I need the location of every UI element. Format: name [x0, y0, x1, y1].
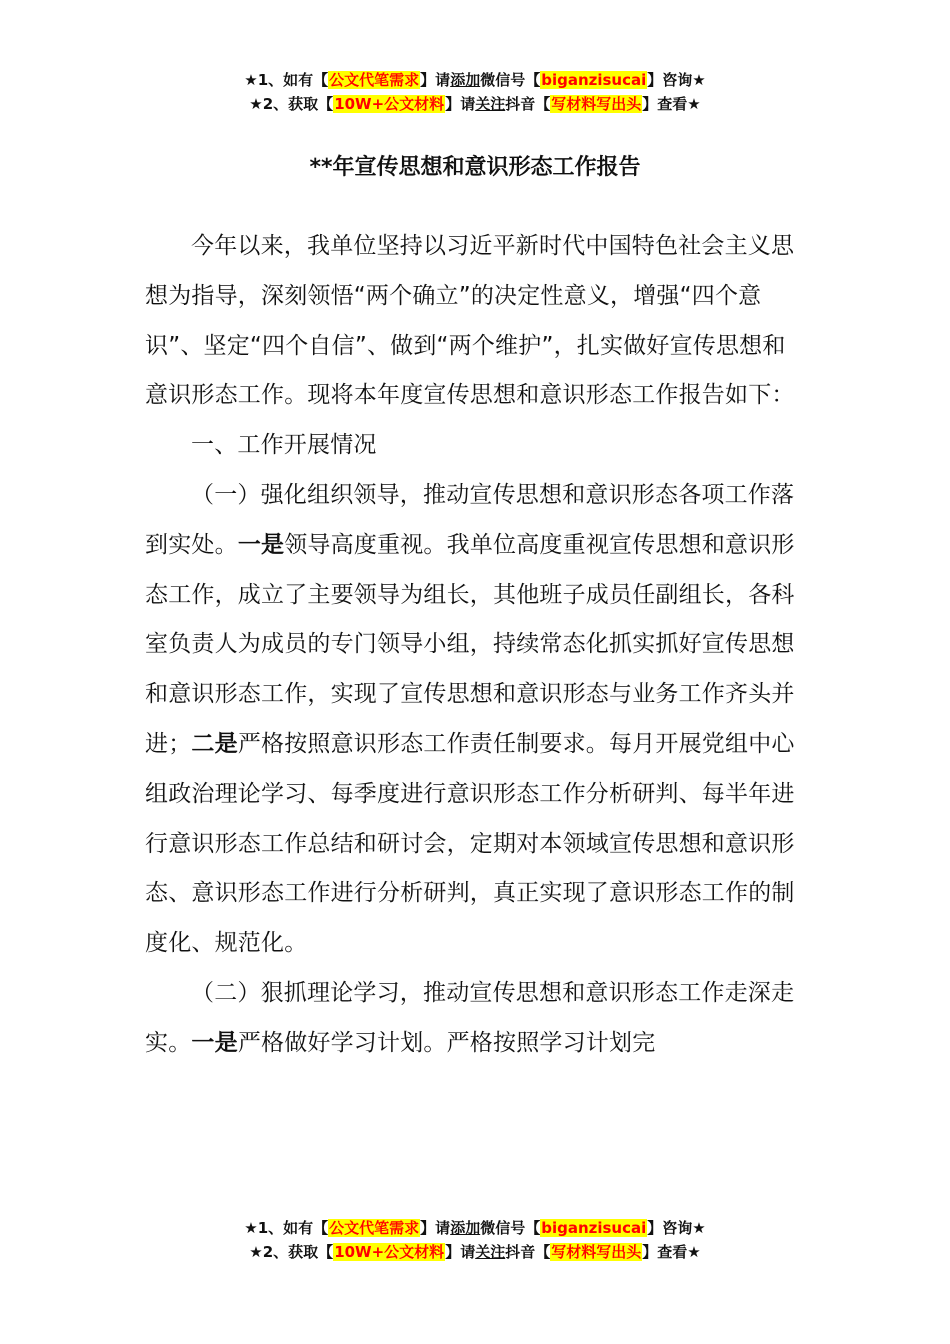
promo-line-2: [0, 92, 950, 116]
promo-line-1: [0, 68, 950, 92]
promo-banner-top: [0, 68, 950, 116]
document-body: [145, 222, 795, 1069]
paragraph-lead: （一）强化组织领导，推动宣传思想和意识形态各项工作落到实处。: [145, 481, 795, 558]
paragraph-lead: （二）狠抓理论学习，推动宣传思想和意识形态工作走深走实。: [145, 979, 795, 1056]
paragraph-text: 领导高度重视。我单位高度重视宣传思想和意识形态工作，成立了主要领导为组长，其他班子成员任副组长，各科室负责人为成员的专门领导小组，持续常态化抓实抓好宣传思想和意识形态工作，实现了宣传思想和意识形态与业务工作齐头并进；: [145, 531, 795, 757]
paragraph-text: 严格按照意识形态工作责任制要求。每月开展党组中心组政治理论学习、每季度进行意识形态工作分析研判、每半年进行意识形态工作总结和研讨会，定期对本领域宣传思想和意识形态、意识形态工作进行分析研判，真正实现了意识形态工作的制度化、规范化。: [145, 730, 795, 957]
promo-text: 】请: [445, 95, 476, 113]
promo-text: ★1、如有【: [244, 1219, 329, 1237]
promo-text: ★2、获取【: [249, 1243, 334, 1261]
promo-text: 】查看★: [642, 1243, 701, 1261]
promo-highlight: biganzisucai: [541, 71, 647, 89]
promo-highlight: 公文代笔需求: [329, 71, 420, 89]
document-title: **年宣传思想和意识形态工作报告: [309, 155, 641, 180]
bold-marker: 一是: [191, 1029, 238, 1056]
paragraph-organization: [145, 471, 795, 969]
promo-highlight: 10W+公文材料: [334, 95, 445, 113]
bold-marker: 二是: [191, 730, 238, 757]
promo-text: 】请: [445, 1243, 476, 1261]
paragraph-study: [145, 969, 795, 1069]
promo-underline: 添加: [450, 1219, 481, 1237]
promo-text: ★1、如有【: [244, 71, 329, 89]
promo-underline: 关注: [475, 95, 506, 113]
promo-highlight: 写材料写出头: [551, 95, 642, 113]
promo-text: 】咨询★: [647, 1219, 706, 1237]
promo-banner-bottom: [0, 1216, 950, 1264]
bold-marker: 一是: [237, 531, 285, 558]
promo-text: 微信号【: [480, 71, 541, 89]
promo-highlight: 写材料写出头: [551, 1243, 642, 1261]
promo-text: 】咨询★: [647, 71, 706, 89]
promo-text: 抖音【: [505, 95, 551, 113]
promo-text: 抖音【: [505, 1243, 551, 1261]
promo-underline: 添加: [450, 71, 481, 89]
promo-line-1: [0, 1216, 950, 1240]
promo-underline: 关注: [475, 1243, 506, 1261]
paragraph-text: 严格做好学习计划。严格按照学习计划完: [237, 1029, 656, 1056]
promo-text: 】请: [420, 71, 451, 89]
promo-text: 】请: [420, 1219, 451, 1237]
intro-paragraph: 今年以来，我单位坚持以习近平新时代中国特色社会主义思想为指导，深刻领悟“两个确立”的决定性意义，增强“四个意识”、坚定“四个自信”、做到“两个维护”，扎实做好宣传思想和意识形态工作。现将本年度宣传思想和意识形态工作报告如下：: [145, 233, 795, 409]
promo-highlight: 公文代笔需求: [329, 1219, 420, 1237]
promo-highlight: biganzisucai: [541, 1219, 647, 1237]
promo-text: 微信号【: [480, 1219, 541, 1237]
section-heading: 一、工作开展情况: [191, 432, 377, 459]
promo-line-2: [0, 1240, 950, 1264]
promo-highlight: 10W+公文材料: [334, 1243, 445, 1261]
promo-text: 】查看★: [642, 95, 701, 113]
promo-text: ★2、获取【: [249, 95, 334, 113]
